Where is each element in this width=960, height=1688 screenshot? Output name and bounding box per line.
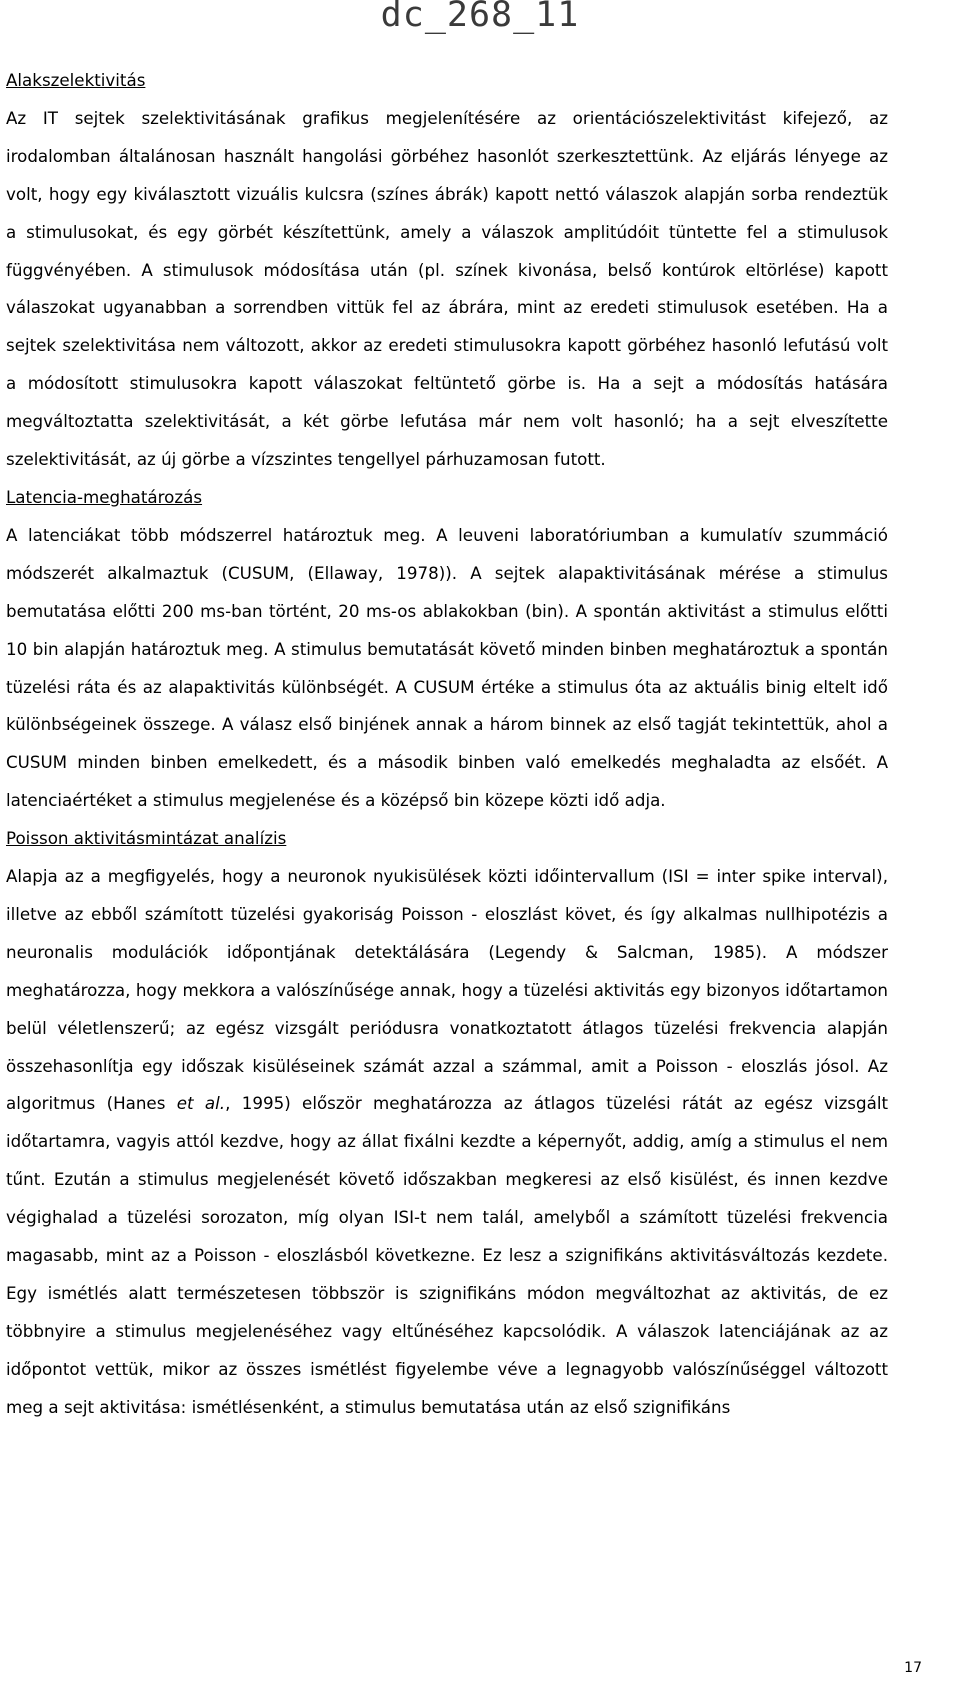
- page-number: 17: [904, 1660, 922, 1676]
- section-paragraph-latencia: A latenciákat több módszerrel határoztuk meg. A leuveni laboratóriumban a kumulatív szummáció módszerét alkalmaztuk (CUSUM, (Ellaway, 1978)). A sejtek alapaktivitásának mérése a stimulus bemutatása előtti 200 ms-ban történt, 20 ms-os ablakokban (bin). A spontán aktivitást a stimulus előtti 10 bin alapján határoztuk meg. A stimulus bemutatását követő minden binben meghatároztuk a spontán tüzelési ráta és az alapaktivitás különbségét. A CUSUM értéke a stimulus óta az aktuális binig eltelt idő különbségeinek összege. A válasz első binjének annak a három binnek az első tagját tekintettük, ahol a CUSUM minden binben emelkedett, és a második binben való emelkedés meghaladta az elsőét. A latenciaértéket a stimulus megjelenése és a középső bin közepe közti idő adja.: [6, 524, 888, 811]
- section-heading-poisson: Poisson aktivitásmintázat analízis: [6, 828, 287, 849]
- section-paragraph-poisson: [6, 858, 888, 1427]
- document-id: dc_268_11: [380, 0, 580, 35]
- paragraph-text-part: , 1995) először meghatározza az átlagos tüzelési rátát az egész vizsgált időtartamra, vagyis attól kezdve, hogy az állat fixálni kezdte a képernyőt, addig, amíg a stimulus el nem tűnt. Ezután a stimulus megjelenését követő időszakban megkeresi az első kisülést, és innen kezdve végighalad a tüzelési sorozaton, míg olyan ISI-t nem talál, amelyből a számított tüzelési frekvencia magasabb, mint az a Poisson - eloszlásból következne. Ez lesz a szignifikáns aktivitásváltozás kezdete. Egy ismétlés alatt természetesen többször is szignifikáns módon megváltozhat az aktivitás, de ez többnyire a stimulus megjelenéséhez vagy eltűnéséhez kapcsolódik. A válaszok latenciájának az az időpontot vettük, mikor az összes ismétlést figyelembe véve a legnagyobb valószínűséggel változott meg a sejt aktivitása: ismétlésenként, a stimulus bemutatása után az első szignifikáns: [6, 1093, 888, 1417]
- section-heading-latencia: Latencia-meghatározás: [6, 486, 203, 507]
- document-body: [6, 62, 888, 1427]
- section-paragraph-alakszelektivitas: Az IT sejtek szelektivitásának grafikus megjelenítésére az orientációszelektivitást kifejező, az irodalomban általánosan használt hangolási görbéhez hasonlót szerkesztettünk. Az eljárás lényege az volt, hogy egy kiválasztott vizuális kulcsra (színes ábrák) kapott nettó válaszok alapján sorba rendeztük a stimulusokat, és egy görbét készítettünk, amely a válaszok amplitúdóit tüntette fel a stimulusok függvényében. A stimulusok módosítása után (pl. színek kivonása, belső kontúrok eltörlése) kapott válaszokat ugyanabban a sorrendben vittük fel az ábrára, mint az eredeti stimulusok esetében. Ha a sejtek szelektivitása nem változott, akkor az eredeti stimulusokra kapott görbéhez hasonló lefutású volt a módosított stimulusokra kapott válaszokat feltüntető görbe is. Ha a sejt a módosítás hatására megváltoztatta szelektivitását, a két görbe lefutása már nem volt hasonló; ha a sejt elveszítette szelektivitását, az új görbe a vízszintes tengellyel párhuzamosan futott.: [6, 107, 888, 470]
- section-heading-alakszelektivitas: Alakszelektivitás: [6, 70, 146, 90]
- paragraph-text-part: Alapja az a megfigyelés, hogy a neuronok nyukisülések közti időintervallum (ISI = inter spike interval), illetve az ebből számított tüzelési gyakoriság Poisson - eloszlást követ, és így alkalmas nullhipotézis a neuronalis modulációk időpontjának detektálására (Legendy & Salcman, 1985). A módszer meghatározza, hogy mekkora a valószínűsége annak, hogy a tüzelési aktivitás egy bizonyos időtartamon belül véletlenszerű; az egész vizsgált periódusra vonatkoztatott átlagos tüzelési frekvencia alapján összehasonlítja egy időszak kisüléseinek számát azzal a számmal, amit a Poisson - eloszlás jósol. Az algoritmus (Hanes: [6, 866, 888, 1114]
- italic-citation: et al.: [176, 1093, 226, 1114]
